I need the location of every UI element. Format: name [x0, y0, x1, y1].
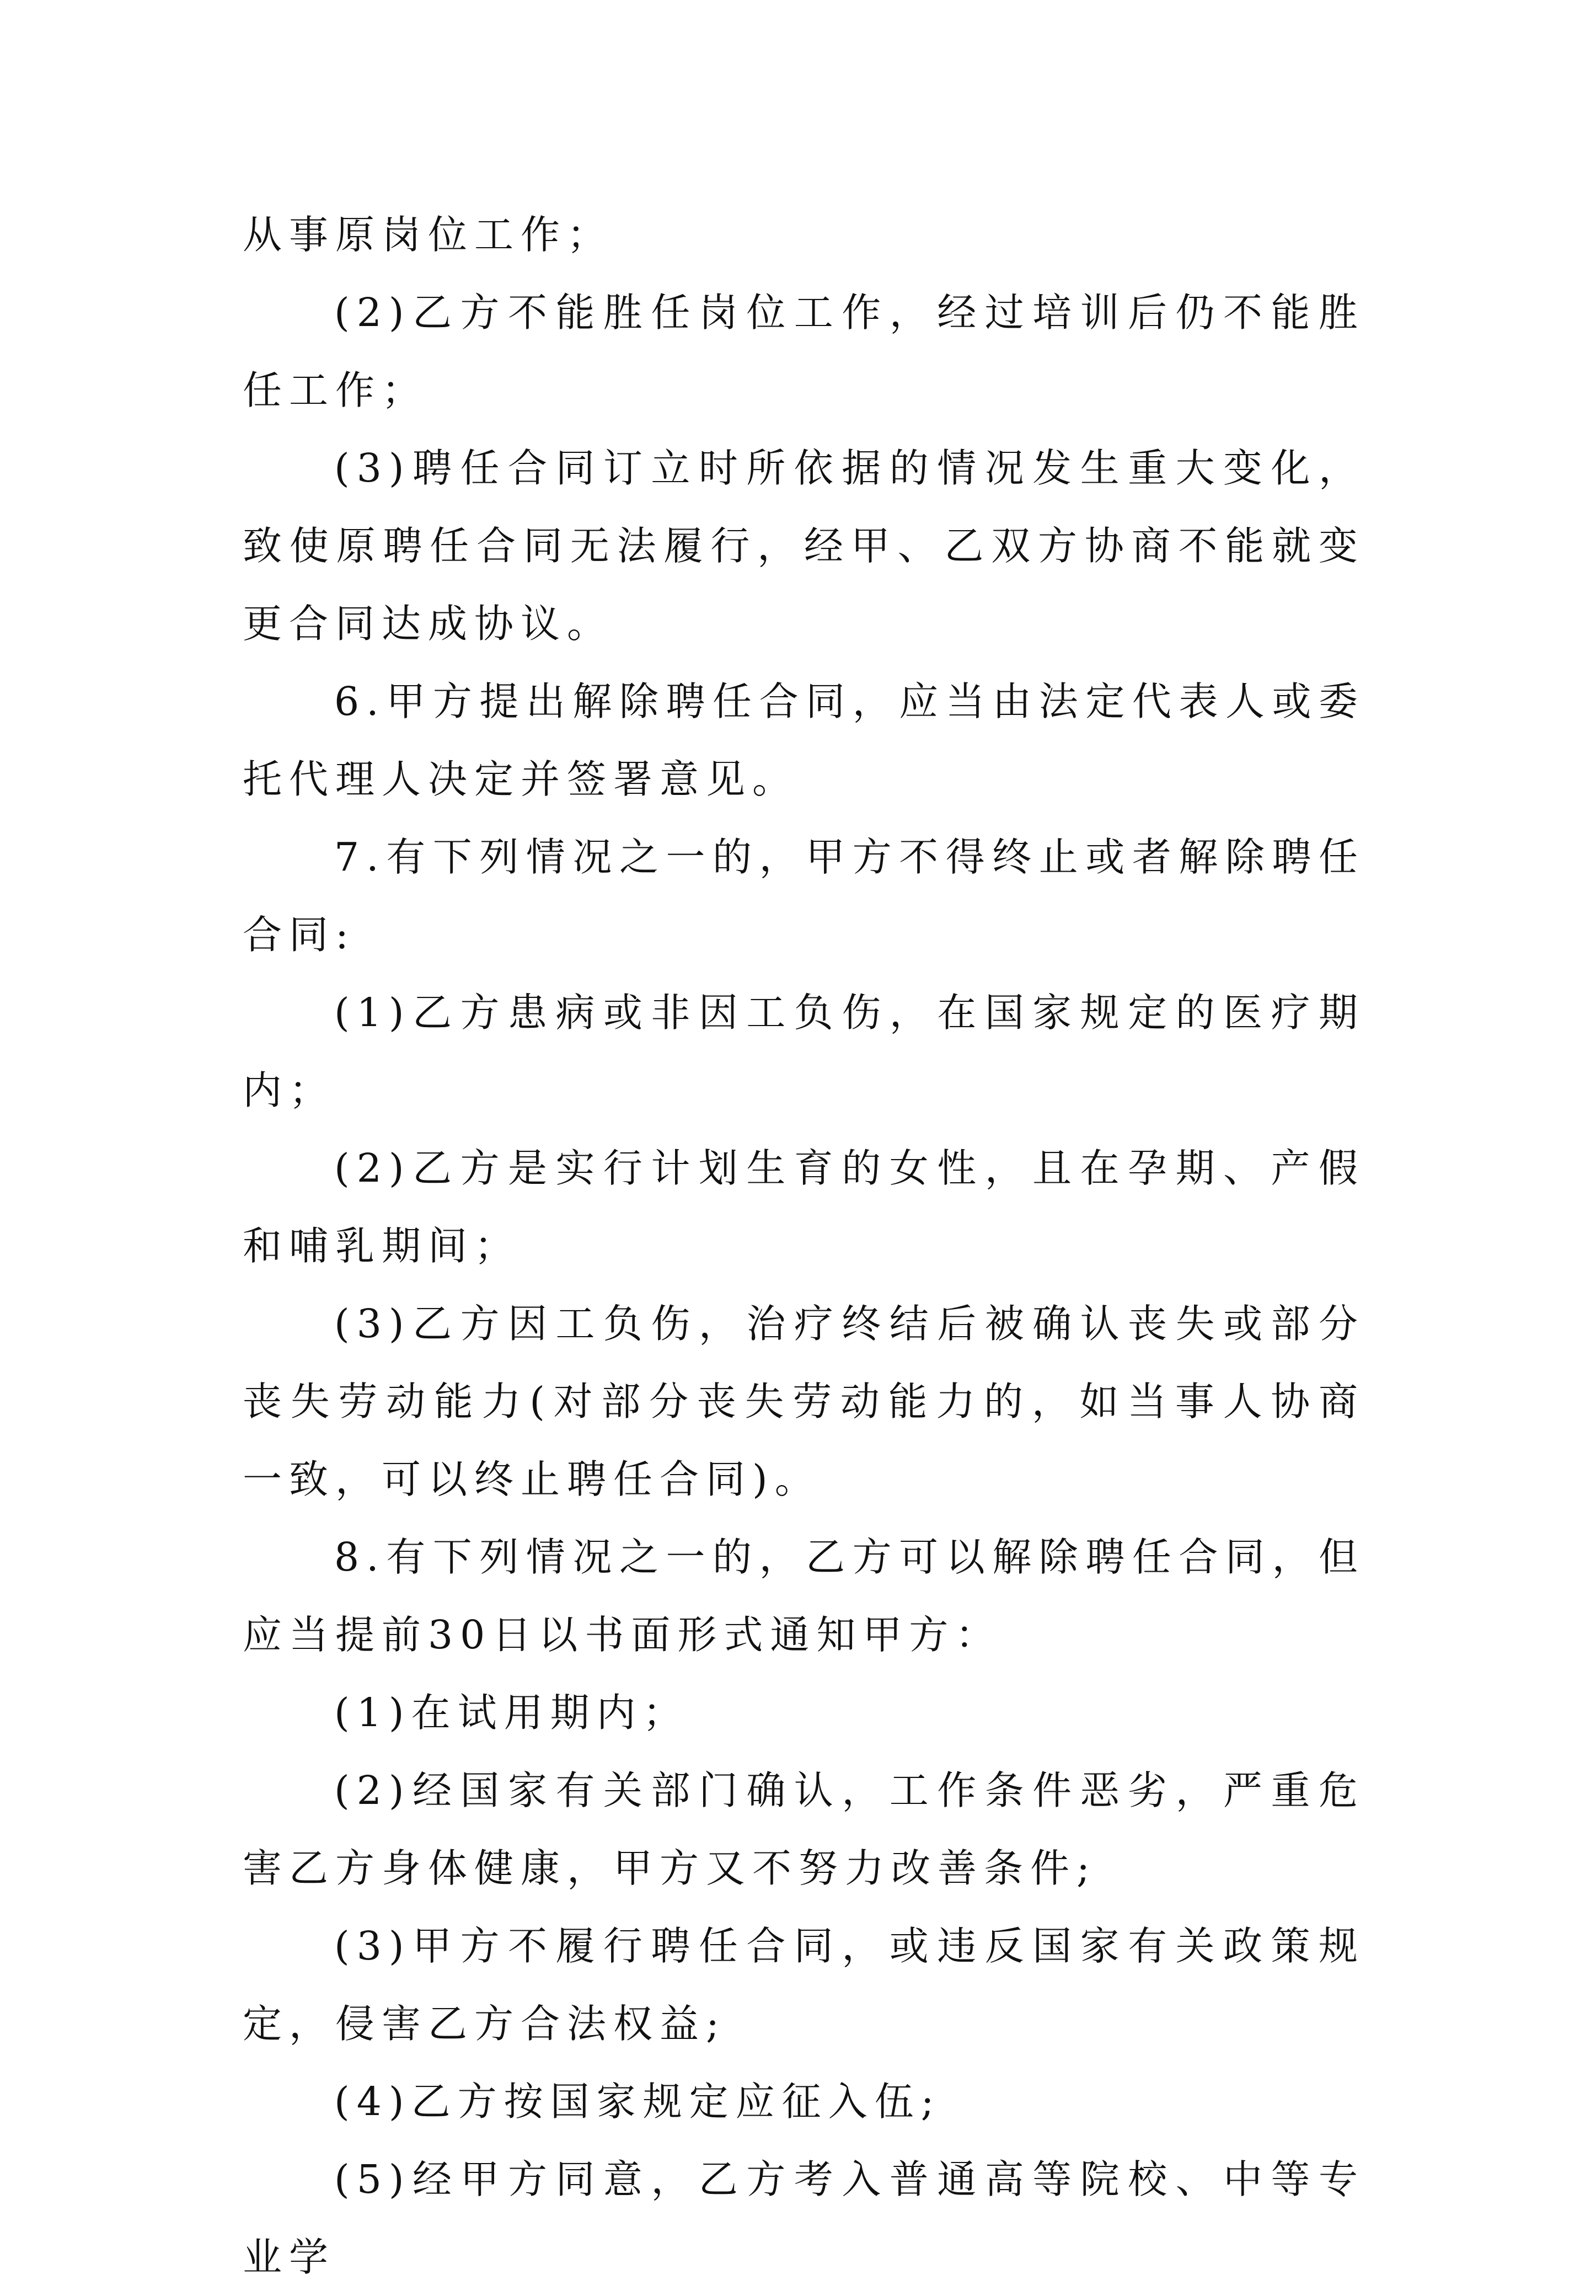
paragraph: (4)乙方按国家规定应征入伍; — [334, 2079, 941, 2124]
paragraph: (1)乙方患病或非因工负伤，在国家规定的医疗期内； — [243, 990, 1365, 1113]
paragraph: (3)乙方因工负伤，治疗终结后被确认丧失或部分丧失劳动能力(对部分丧失劳动能力的，如当事人协商一致，可以终止聘任合同)。 — [243, 1301, 1365, 1502]
paragraph: 8.有下列情况之一的，乙方可以解除聘任合同，但应当提前30日以书面形式通知甲方： — [243, 1534, 1365, 1658]
paragraph: 6.甲方提出解除聘任合同，应当由法定代表人或委托代理人决定并签署意见。 — [243, 679, 1365, 802]
paragraph-continuation: 从事原岗位工作； — [243, 212, 614, 258]
paragraph: (1)在试用期内； — [334, 1690, 689, 1736]
paragraph: (2)乙方不能胜任岗位工作，经过培训后仍不能胜任工作； — [243, 290, 1365, 413]
paragraph: (5)经甲方同意，乙方考入普通高等院校、中等专业学 — [243, 2156, 1365, 2280]
paragraph: 7.有下列情况之一的，甲方不得终止或者解除聘任合同: — [243, 834, 1365, 958]
paragraph: (3)聘任合同订立时所依据的情况发生重大变化，致使原聘任合同无法履行，经甲、乙双方协商不能就变更合同达成协议。 — [243, 445, 1365, 647]
paragraph: (3)甲方不履行聘任合同，或违反国家有关政策规定，侵害乙方合法权益; — [243, 1923, 1365, 2047]
paragraph: (2)经国家有关部门确认，工作条件恶劣，严重危害乙方身体健康，甲方又不努力改善条件; — [243, 1768, 1365, 1891]
paragraph: (2)乙方是实行计划生育的女性，且在孕期、产假和哺乳期间； — [243, 1145, 1365, 1269]
document-body — [243, 196, 1365, 2296]
